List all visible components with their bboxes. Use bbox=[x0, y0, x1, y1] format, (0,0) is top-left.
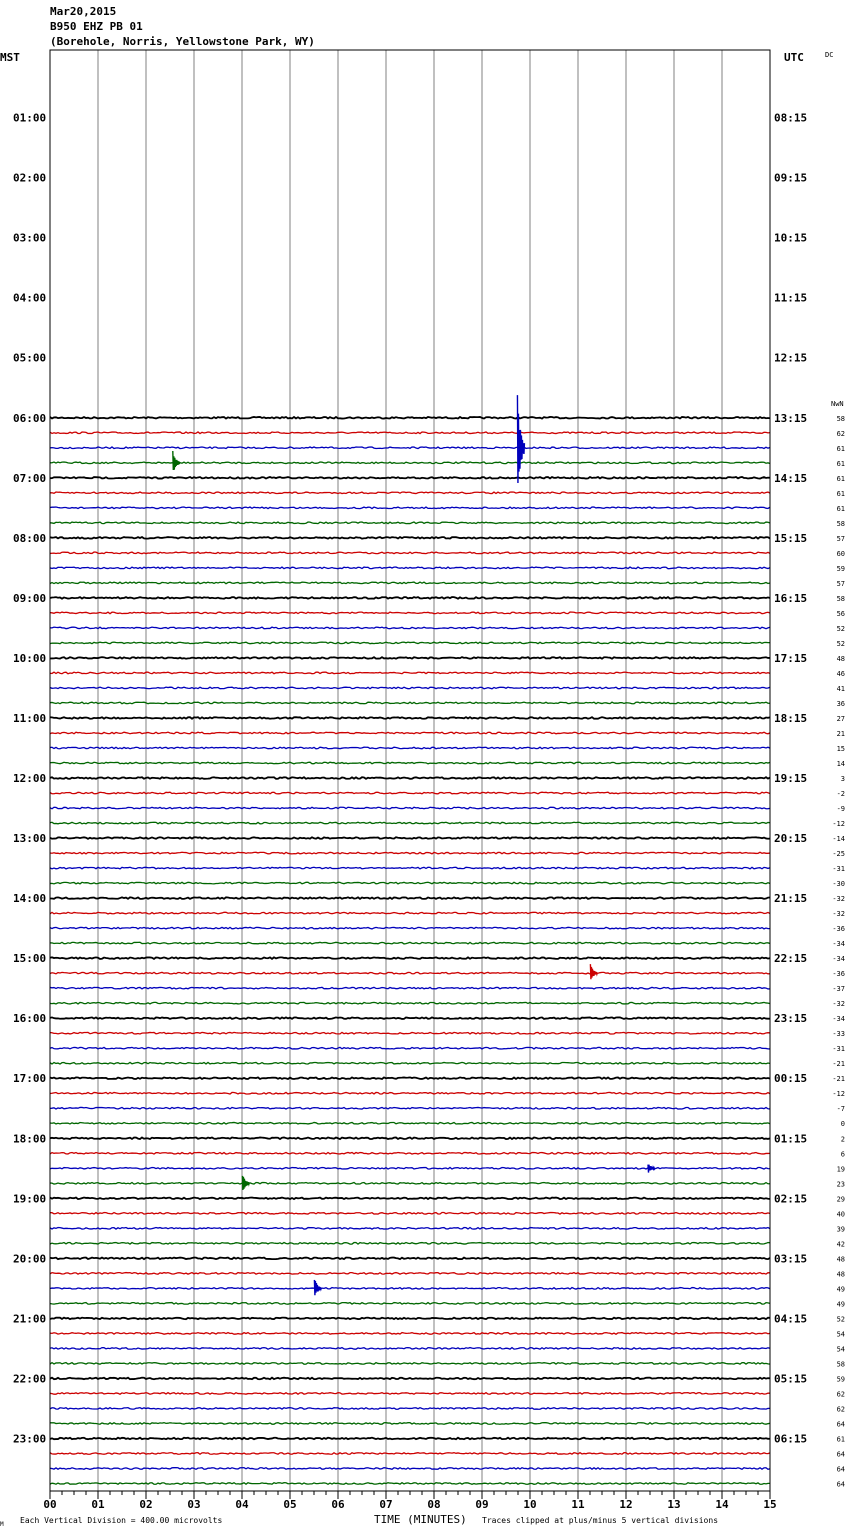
trace-line-30 bbox=[50, 867, 770, 869]
trace-value-label-12: 58 bbox=[836, 594, 845, 603]
header-location: (Borehole, Norris, Yellowstone Park, WY) bbox=[50, 35, 315, 48]
trace-value-label-13: 56 bbox=[836, 609, 845, 618]
trace-value-label-19: 36 bbox=[836, 699, 845, 708]
trace-line-51 bbox=[50, 1183, 770, 1185]
trace-value-label-7: 58 bbox=[836, 519, 845, 528]
event-burst-0 bbox=[517, 395, 524, 483]
right-hour-label-18: 02:15 bbox=[774, 1192, 808, 1206]
header-date: Mar20,2015 bbox=[50, 5, 117, 18]
left-hour-label-0: 01:00 bbox=[13, 111, 47, 125]
trace-value-label-40: -34 bbox=[832, 1015, 845, 1024]
trace-value-label-60: 52 bbox=[836, 1315, 845, 1324]
trace-line-60 bbox=[50, 1318, 770, 1320]
trace-line-22 bbox=[50, 747, 770, 749]
trace-value-label-24: 3 bbox=[840, 775, 845, 784]
trace-line-48 bbox=[50, 1137, 770, 1139]
trace-value-label-9: 60 bbox=[836, 549, 845, 558]
trace-value-label-59: 49 bbox=[836, 1300, 845, 1309]
trace-line-41 bbox=[50, 1032, 770, 1034]
left-hour-label-12: 13:00 bbox=[13, 832, 47, 846]
trace-value-label-10: 59 bbox=[836, 564, 845, 573]
left-hour-label-10: 11:00 bbox=[13, 711, 47, 725]
x-tick-label-6: 06 bbox=[331, 1498, 345, 1511]
dc-label: DC bbox=[825, 51, 834, 59]
left-hour-label-7: 08:00 bbox=[13, 531, 47, 545]
left-timezone-label: MST bbox=[0, 51, 20, 64]
trace-value-label-63: 58 bbox=[836, 1360, 845, 1369]
footer-scale-note: Each Vertical Division = 400.00 microvolts bbox=[20, 1516, 223, 1525]
right-hour-label-19: 03:15 bbox=[774, 1252, 808, 1266]
right-hour-label-0: 08:15 bbox=[774, 111, 808, 125]
trace-line-25 bbox=[50, 792, 770, 794]
trace-line-2 bbox=[50, 447, 770, 449]
trace-line-42 bbox=[50, 1047, 770, 1049]
trace-line-39 bbox=[50, 1002, 770, 1004]
trace-value-label-28: -14 bbox=[832, 835, 845, 844]
trace-line-15 bbox=[50, 642, 770, 644]
right-hour-label-1: 09:15 bbox=[774, 171, 808, 185]
trace-value-label-35: -34 bbox=[832, 940, 845, 949]
left-hour-label-16: 17:00 bbox=[13, 1072, 47, 1086]
trace-line-1 bbox=[50, 432, 770, 434]
trace-line-16 bbox=[50, 657, 770, 659]
x-tick-label-13: 13 bbox=[667, 1498, 681, 1511]
left-hour-label-20: 21:00 bbox=[13, 1312, 47, 1326]
trace-value-label-22: 15 bbox=[836, 744, 845, 753]
left-hour-label-5: 06:00 bbox=[13, 411, 47, 425]
trace-line-32 bbox=[50, 897, 770, 899]
trace-line-58 bbox=[50, 1288, 770, 1290]
trace-value-label-14: 52 bbox=[836, 624, 845, 633]
trace-value-label-54: 39 bbox=[836, 1225, 845, 1234]
left-hour-label-22: 23:00 bbox=[13, 1432, 47, 1446]
trace-line-70 bbox=[50, 1468, 770, 1470]
trace-line-26 bbox=[50, 807, 770, 809]
trace-value-label-70: 64 bbox=[836, 1465, 845, 1474]
trace-value-label-38: -37 bbox=[832, 985, 845, 994]
right-hour-label-2: 10:15 bbox=[774, 231, 808, 245]
trace-value-label-26: -9 bbox=[836, 805, 845, 814]
trace-value-label-23: 14 bbox=[836, 759, 845, 768]
right-hour-label-17: 01:15 bbox=[774, 1132, 808, 1146]
trace-value-label-52: 29 bbox=[836, 1195, 845, 1204]
trace-line-21 bbox=[50, 732, 770, 734]
x-tick-label-14: 14 bbox=[715, 1498, 729, 1511]
trace-line-64 bbox=[50, 1378, 770, 1380]
trace-line-52 bbox=[50, 1198, 770, 1200]
trace-line-20 bbox=[50, 717, 770, 719]
x-tick-label-8: 08 bbox=[427, 1498, 441, 1511]
trace-value-label-64: 59 bbox=[836, 1375, 845, 1384]
left-hour-labels bbox=[13, 112, 46, 1446]
trace-line-37 bbox=[50, 972, 770, 974]
trace-value-label-57: 48 bbox=[836, 1270, 845, 1279]
trace-value-label-3: 61 bbox=[836, 459, 845, 468]
x-tick-label-1: 01 bbox=[91, 1498, 105, 1511]
trace-value-label-44: -21 bbox=[832, 1075, 845, 1084]
trace-value-label-39: -32 bbox=[832, 1000, 845, 1009]
trace-line-69 bbox=[50, 1453, 770, 1455]
trace-value-label-48: 2 bbox=[840, 1135, 845, 1144]
trace-value-label-50: 19 bbox=[836, 1165, 845, 1174]
trace-value-label-0: 58 bbox=[836, 414, 845, 423]
minute-grid bbox=[98, 50, 722, 1491]
left-hour-label-19: 20:00 bbox=[13, 1252, 47, 1266]
x-tick-label-2: 02 bbox=[139, 1498, 153, 1511]
trace-value-label-16: 48 bbox=[836, 654, 845, 663]
trace-value-label-20: 27 bbox=[836, 714, 845, 723]
x-tick-label-7: 07 bbox=[379, 1498, 393, 1511]
right-hour-label-21: 05:15 bbox=[774, 1372, 808, 1386]
trace-line-44 bbox=[50, 1077, 770, 1079]
x-tick-label-11: 11 bbox=[571, 1498, 585, 1511]
event-burst-1 bbox=[173, 451, 180, 470]
left-hour-label-14: 15:00 bbox=[13, 952, 47, 966]
x-tick-label-9: 09 bbox=[475, 1498, 489, 1511]
trace-value-label-46: -7 bbox=[836, 1105, 845, 1114]
trace-line-65 bbox=[50, 1393, 770, 1395]
trace-value-label-30: -31 bbox=[832, 865, 845, 874]
trace-line-53 bbox=[50, 1213, 770, 1215]
trace-value-label-42: -31 bbox=[832, 1045, 845, 1054]
x-tick-label-5: 05 bbox=[283, 1498, 297, 1511]
trace-line-46 bbox=[50, 1107, 770, 1109]
trace-line-61 bbox=[50, 1333, 770, 1335]
trace-value-label-21: 21 bbox=[836, 729, 845, 738]
trace-line-56 bbox=[50, 1258, 770, 1260]
trace-value-label-68: 61 bbox=[836, 1435, 845, 1444]
trace-line-11 bbox=[50, 582, 770, 584]
trace-value-label-53: 40 bbox=[836, 1210, 845, 1219]
right-hour-label-5: 13:15 bbox=[774, 411, 808, 425]
left-hour-label-3: 04:00 bbox=[13, 291, 47, 305]
left-hour-label-21: 22:00 bbox=[13, 1372, 47, 1386]
trace-line-12 bbox=[50, 597, 770, 599]
right-hour-label-12: 20:15 bbox=[774, 832, 808, 846]
trace-line-57 bbox=[50, 1273, 770, 1275]
x-tick-label-10: 10 bbox=[523, 1498, 537, 1511]
trace-line-4 bbox=[50, 477, 770, 479]
trace-line-36 bbox=[50, 957, 770, 959]
trace-line-23 bbox=[50, 762, 770, 764]
event-marks bbox=[173, 395, 655, 1295]
x-tick-label-3: 03 bbox=[187, 1498, 201, 1511]
trace-line-5 bbox=[50, 492, 770, 494]
trace-value-label-1: 62 bbox=[836, 429, 845, 438]
right-hour-label-13: 21:15 bbox=[774, 892, 808, 906]
trace-value-label-37: -36 bbox=[832, 970, 845, 979]
right-hour-label-9: 17:15 bbox=[774, 651, 808, 665]
trace-line-62 bbox=[50, 1348, 770, 1350]
trace-value-label-34: -36 bbox=[832, 925, 845, 934]
trace-value-label-17: 46 bbox=[836, 669, 845, 678]
trace-line-63 bbox=[50, 1363, 770, 1365]
right-hour-label-3: 11:15 bbox=[774, 291, 808, 305]
trace-value-label-62: 54 bbox=[836, 1345, 845, 1354]
left-hour-label-6: 07:00 bbox=[13, 471, 47, 485]
trace-line-35 bbox=[50, 942, 770, 944]
trace-line-66 bbox=[50, 1408, 770, 1410]
trace-value-label-71: 64 bbox=[836, 1480, 845, 1489]
trace-line-59 bbox=[50, 1303, 770, 1305]
trace-value-label-47: 0 bbox=[840, 1120, 845, 1129]
trace-line-9 bbox=[50, 552, 770, 554]
trace-line-14 bbox=[50, 627, 770, 629]
left-hour-label-9: 10:00 bbox=[13, 651, 47, 665]
trace-line-45 bbox=[50, 1092, 770, 1094]
trace-line-38 bbox=[50, 987, 770, 989]
trace-line-31 bbox=[50, 882, 770, 884]
trace-value-label-8: 57 bbox=[836, 534, 845, 543]
trace-value-label-67: 64 bbox=[836, 1420, 845, 1429]
nwn-label: NwN bbox=[831, 400, 844, 408]
trace-value-label-29: -25 bbox=[832, 850, 845, 859]
right-hour-label-14: 22:15 bbox=[774, 952, 808, 966]
trace-value-label-27: -12 bbox=[832, 820, 845, 829]
x-tick-label-12: 12 bbox=[619, 1498, 633, 1511]
trace-value-label-32: -32 bbox=[832, 895, 845, 904]
trace-line-28 bbox=[50, 837, 770, 839]
trace-value-label-51: 23 bbox=[836, 1180, 845, 1189]
trace-line-3 bbox=[50, 462, 770, 464]
header-station: B950 EHZ PB 01 bbox=[50, 20, 143, 33]
trace-value-label-25: -2 bbox=[836, 790, 845, 799]
trace-line-18 bbox=[50, 687, 770, 689]
trace-value-label-41: -33 bbox=[832, 1030, 845, 1039]
left-hour-label-2: 03:00 bbox=[13, 231, 47, 245]
right-hour-label-22: 06:15 bbox=[774, 1432, 808, 1446]
trace-line-33 bbox=[50, 912, 770, 914]
trace-line-6 bbox=[50, 507, 770, 509]
trace-line-50 bbox=[50, 1167, 770, 1169]
trace-value-label-69: 64 bbox=[836, 1450, 845, 1459]
trace-value-label-18: 41 bbox=[836, 684, 845, 693]
event-burst-3 bbox=[648, 1165, 655, 1173]
trace-value-label-58: 49 bbox=[836, 1285, 845, 1294]
trace-line-19 bbox=[50, 702, 770, 704]
trace-line-29 bbox=[50, 852, 770, 854]
trace-line-27 bbox=[50, 822, 770, 824]
right-hour-label-16: 00:15 bbox=[774, 1072, 808, 1086]
trace-line-13 bbox=[50, 612, 770, 614]
trace-line-10 bbox=[50, 567, 770, 569]
trace-line-40 bbox=[50, 1017, 770, 1019]
trace-line-71 bbox=[50, 1483, 770, 1485]
right-hour-labels bbox=[774, 112, 807, 1446]
trace-line-34 bbox=[50, 927, 770, 929]
trace-value-label-15: 52 bbox=[836, 639, 845, 648]
left-hour-label-18: 19:00 bbox=[13, 1192, 47, 1206]
trace-value-label-5: 61 bbox=[836, 489, 845, 498]
trace-line-43 bbox=[50, 1062, 770, 1064]
event-burst-2 bbox=[590, 964, 597, 979]
right-hour-label-6: 14:15 bbox=[774, 471, 808, 485]
right-hour-label-10: 18:15 bbox=[774, 711, 808, 725]
trace-value-label-43: -21 bbox=[832, 1060, 845, 1069]
trace-value-label-2: 61 bbox=[836, 444, 845, 453]
left-hour-label-17: 18:00 bbox=[13, 1132, 47, 1146]
trace-value-label-31: -30 bbox=[832, 880, 845, 889]
trace-value-label-61: 54 bbox=[836, 1330, 845, 1339]
trace-line-7 bbox=[50, 522, 770, 524]
plot-frame bbox=[50, 50, 770, 1491]
trace-lines bbox=[50, 417, 770, 1484]
trace-line-24 bbox=[50, 777, 770, 779]
trace-line-8 bbox=[50, 537, 770, 539]
left-hour-label-13: 14:00 bbox=[13, 892, 47, 906]
trace-line-68 bbox=[50, 1438, 770, 1440]
trace-value-label-55: 42 bbox=[836, 1240, 845, 1249]
event-burst-4 bbox=[242, 1176, 249, 1190]
right-hour-label-20: 04:15 bbox=[774, 1312, 808, 1326]
trace-value-label-49: 6 bbox=[840, 1150, 845, 1159]
footer-clip-note: Traces clipped at plus/minus 5 vertical divisions bbox=[482, 1516, 719, 1525]
trace-value-label-6: 61 bbox=[836, 504, 845, 513]
trace-value-label-4: 61 bbox=[836, 474, 845, 483]
right-hour-label-8: 16:15 bbox=[774, 591, 808, 605]
x-tick-label-0: 00 bbox=[43, 1498, 57, 1511]
x-tick-label-15: 15 bbox=[763, 1498, 777, 1511]
right-hour-label-4: 12:15 bbox=[774, 351, 808, 365]
left-hour-label-11: 12:00 bbox=[13, 772, 47, 786]
x-axis-title: TIME (MINUTES) bbox=[374, 1513, 467, 1526]
trace-line-55 bbox=[50, 1243, 770, 1245]
left-hour-label-8: 09:00 bbox=[13, 591, 47, 605]
right-hour-label-7: 15:15 bbox=[774, 531, 808, 545]
trace-value-label-66: 62 bbox=[836, 1405, 845, 1414]
trace-line-67 bbox=[50, 1423, 770, 1425]
trace-line-0 bbox=[50, 417, 770, 419]
event-burst-5 bbox=[314, 1280, 321, 1295]
x-axis bbox=[43, 1491, 776, 1511]
trace-value-labels bbox=[832, 415, 845, 1489]
footer-mark: M bbox=[0, 1521, 4, 1528]
right-timezone-label: UTC bbox=[784, 51, 804, 64]
left-hour-label-4: 05:00 bbox=[13, 351, 47, 365]
trace-value-label-11: 57 bbox=[836, 579, 845, 588]
trace-line-49 bbox=[50, 1152, 770, 1154]
trace-value-label-36: -34 bbox=[832, 955, 845, 964]
x-tick-label-4: 04 bbox=[235, 1498, 249, 1511]
trace-line-17 bbox=[50, 672, 770, 674]
trace-line-47 bbox=[50, 1122, 770, 1124]
left-hour-label-1: 02:00 bbox=[13, 171, 47, 185]
trace-line-54 bbox=[50, 1228, 770, 1230]
trace-value-label-45: -12 bbox=[832, 1090, 845, 1099]
trace-value-label-65: 62 bbox=[836, 1390, 845, 1399]
trace-value-label-33: -32 bbox=[832, 910, 845, 919]
left-hour-label-15: 16:00 bbox=[13, 1012, 47, 1026]
right-hour-label-15: 23:15 bbox=[774, 1012, 808, 1026]
right-hour-label-11: 19:15 bbox=[774, 772, 808, 786]
trace-value-label-56: 48 bbox=[836, 1255, 845, 1264]
